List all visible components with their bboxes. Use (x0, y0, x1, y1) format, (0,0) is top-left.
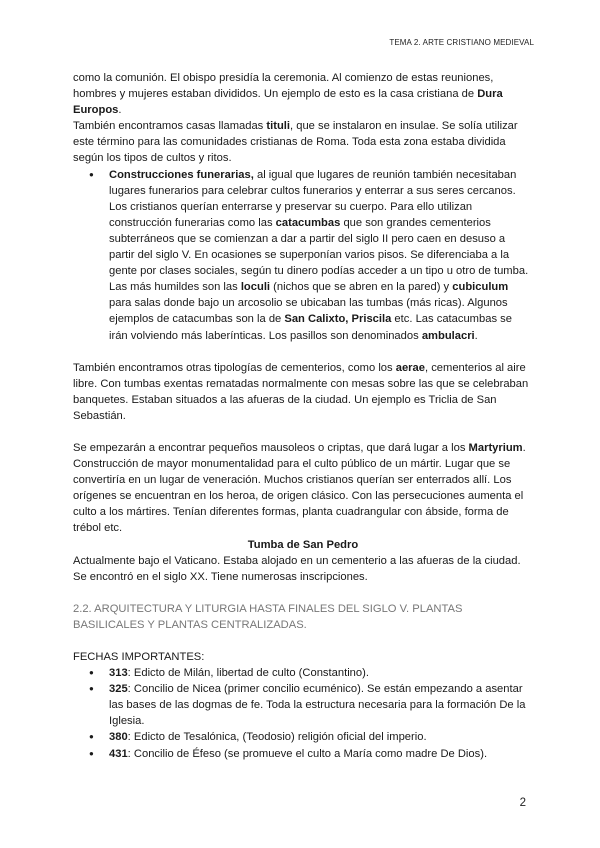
funerary-bullet: ● Construcciones funerarias, al igual que lugares de reunión también necesitaban lugares funerarios para celebrar cultos funerarios y enterrar a sus seres cercanos. Los cristianos querían enterrarse y preservar su cuerpo. Para ello utilizan construcción funerarias como las catacumbas que son grandes cementerios subterráneos que se comienzan a dar a partir del siglo II pero caen en desuso a partir del siglo V. En ocasiones se superponían varios pisos. Se diferenciaba a la gente por clases sociales, según tu dinero podías acceder a un tipo u otro de tumba. Las más humildes son las loculi (nichos que se abren en la pared) y cubiculum para salas donde bajo un arcosolio se ubicaban las tumbas (más ricas). Algunos ejemplos de catacumbas son la de San Calixto, Priscila etc. Las catacumbas se irán volviendo más laberínticas. Los pasillos son denominados ambulacri. (109, 167, 533, 344)
page-body (73, 70, 533, 762)
tomb-title: Tumba de San Pedro (247, 538, 359, 551)
date-item: ● 431: Concilio de Éfeso (se promueve el culto a María como madre De Dios). (109, 746, 533, 762)
funerary-list (73, 167, 533, 344)
section-heading: 2.2. ARQUITECTURA Y LITURGIA HASTA FINALES DEL SIGLO V. PLANTAS BASILICALES Y PLANTAS CENTRALIZADAS. (73, 602, 463, 631)
date-item: ● 325: Concilio de Nicea (primer concilio ecuménico). Se están empezando a asentar las bases de las dogmas de fe. Toda la estructura necesaria para la formación De la Iglesia. (109, 681, 533, 729)
date-item: ● 313: Edicto de Milán, libertad de culto (Constantino). (109, 665, 533, 681)
dates-title: FECHAS IMPORTANTES: (73, 651, 205, 663)
tomb-paragraph: Actualmente bajo el Vaticano. Estaba alojado en un cementerio a las afueras de la ciudad. Se encontró en el siglo XX. Tiene numerosas inscripciones. (73, 554, 521, 583)
dates-list (73, 665, 533, 762)
intro-paragraph-1: como la comunión. El obispo presidía la ceremonia. Al comienzo de estas reuniones, hombres y mujeres estaban divididos. Un ejemplo de esto es la casa cristiana de Dura Europos. (73, 72, 503, 117)
intro-paragraph-2: También encontramos casas llamadas tituli, que se instalaron en insulae. Se solía utilizar este término para las comunidades cristianas de Roma. Toda esta zona estaba dividida según los tipos de cultos y ritos. (73, 120, 518, 165)
running-header: TEMA 2. ARTE CRISTIANO MEDIEVAL (389, 38, 534, 47)
date-item: ● 380: Edicto de Tesalónica, (Teodosio) religión oficial del imperio. (109, 729, 533, 745)
aerae-paragraph: También encontramos otras tipologías de cementerios, como los aerae, cementerios al aire libre. Con tumbas exentas rematadas normalmente con mesas sobre las que se celebraban banquetes. Estaban situados a las afueras de la ciudad. Un ejemplo es Triclia de San Sebastián. (73, 361, 529, 422)
martyrium-paragraph: Se empezarán a encontrar pequeños mausoleos o criptas, que dará lugar a los Martyrium. Construcción de mayor monumentalidad para el culto público de un mártir. Lugar que se convertiría en un lugar de veneración. Muchos cristianos querían ser enterrados allí. Los orígenes se encuentran en los heroa, de origen clásico. Con las persecuciones aumenta el culto a los mártires. Tenían diferentes formas, planta cuadrangular con ábside, forma de trébol etc. (73, 441, 526, 535)
page-number: 2 (519, 797, 526, 809)
